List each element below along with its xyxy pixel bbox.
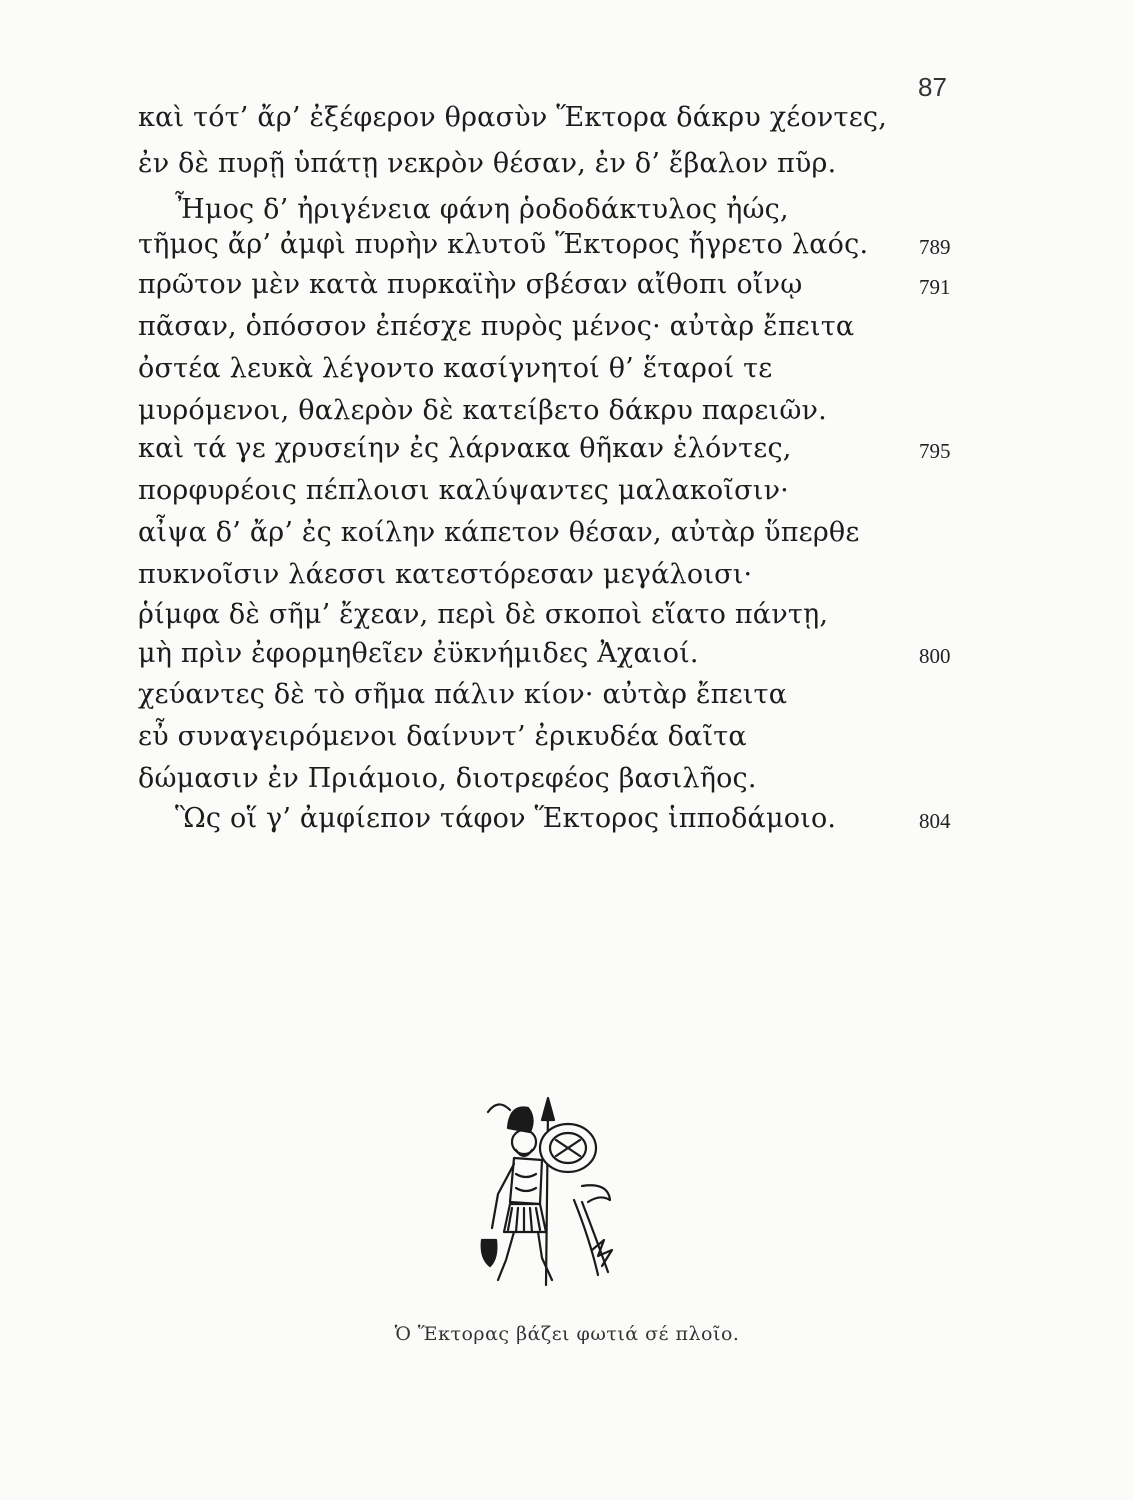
verse-line [0,349,1134,393]
verse-text: εὖ συναγειρόμενοι δαίνυντ’ ἐρικυδέα δαῖτα [138,721,747,752]
helmet [508,1107,533,1132]
verse-line [0,799,1134,843]
line-number: 789 [919,235,951,259]
chest-lines [516,1174,536,1191]
verse-text: ὀστέα λευκὰ λέγοντο κασίγνητοί θ’ ἕταροί τε [138,353,773,384]
verse-text: τῆμος ἄρ’ ἀμφὶ πυρὴν κλυτοῦ Ἕκτορος ἤγρετο λαός. [138,229,869,260]
ship-prow [582,1185,610,1202]
verse-text: καὶ τά γε χρυσείην ἐς λάρνακα θῆκαν ἑλόντες, [138,433,792,464]
verse-line [0,98,1134,142]
verse-line [0,555,1134,599]
verse-line [0,595,1134,639]
verse-text: καὶ τότ’ ἄρ’ ἐξέφερον θρασὺν Ἕκτορα δάκρυ χέοντες, [138,102,887,133]
verse-line [0,634,1134,678]
verse-line [0,513,1134,557]
verse-text: ἐν δὲ πυρῇ ὑπάτῃ νεκρὸν θέσαν, ἐν δ’ ἔβαλον πῦρ. [138,148,837,179]
verse-text: πρῶτον μὲν κατὰ πυρκαϊὴν σβέσαν αἴθοπι οἴνῳ [138,269,803,300]
verse-text: Ὣς οἵ γ’ ἀμφίεπον τάφον Ἕκτορος ἱπποδάμοιο. [175,803,837,834]
verse-line [0,307,1134,351]
line-number: 791 [919,275,951,299]
warrior-illustration [470,1090,660,1300]
verse-line [0,759,1134,803]
spear-tip [542,1098,554,1120]
verse-line [0,429,1134,473]
verse-text: μυρόμενοι, θαλερὸν δὲ κατείβετο δάκρυ παρειῶν. [138,395,827,426]
verse-line [0,265,1134,309]
verse-text: χεύαντες δὲ τὸ σῆμα πάλιν κίον· αὐτὰρ ἔπειτα [138,679,788,710]
helmet-crest [488,1104,510,1112]
line-number: 800 [919,644,951,668]
verse-line [0,471,1134,515]
line-number: 795 [919,439,951,463]
page-number: 87 [918,72,947,102]
illustration-caption: Ὁ Ἕκτορας βάζει φωτιά σέ πλοῖο. [394,1323,740,1345]
left-leg [498,1232,514,1280]
verse-text: δώμασιν ἐν Πριάμοιο, διοτρεφέος βασιλῆος. [138,763,757,794]
verse-line [0,717,1134,761]
right-leg [538,1232,552,1280]
torso [510,1158,542,1204]
skirt-pleats [508,1208,540,1232]
verse-line [0,225,1134,269]
torch [482,1240,497,1266]
verse-text: πυκνοῖσιν λάεσσι κατεστόρεσαν μεγάλοισι· [138,559,753,590]
verse-text: ῥίμφα δὲ σῆμ’ ἔχεαν, περὶ δὲ σκοποὶ εἵατο πάντῃ, [138,599,829,630]
verse-text: αἶψα δ’ ἄρ’ ἐς κοίλην κάπετον θέσαν, αὐτὰρ ὕπερθε [138,517,860,548]
verse-text: πᾶσαν, ὁπόσσον ἐπέσχε πυρὸς μένος· αὐτὰρ ἔπειτα [138,311,855,342]
line-number: 804 [919,809,951,833]
verse-text: πορφυρέοις πέπλοισι καλύψαντες μαλακοῖσιν· [138,475,789,506]
verse-text: μὴ πρὶν ἐφορμηθεῖεν ἐϋκνήμιδες Ἀχαιοί. [138,638,699,669]
verse-line [0,675,1134,719]
verse-line [0,144,1134,188]
verse-text: Ἦμος δ’ ἠριγένεια φάνη ῥοδοδάκτυλος ἠώς, [175,194,789,225]
